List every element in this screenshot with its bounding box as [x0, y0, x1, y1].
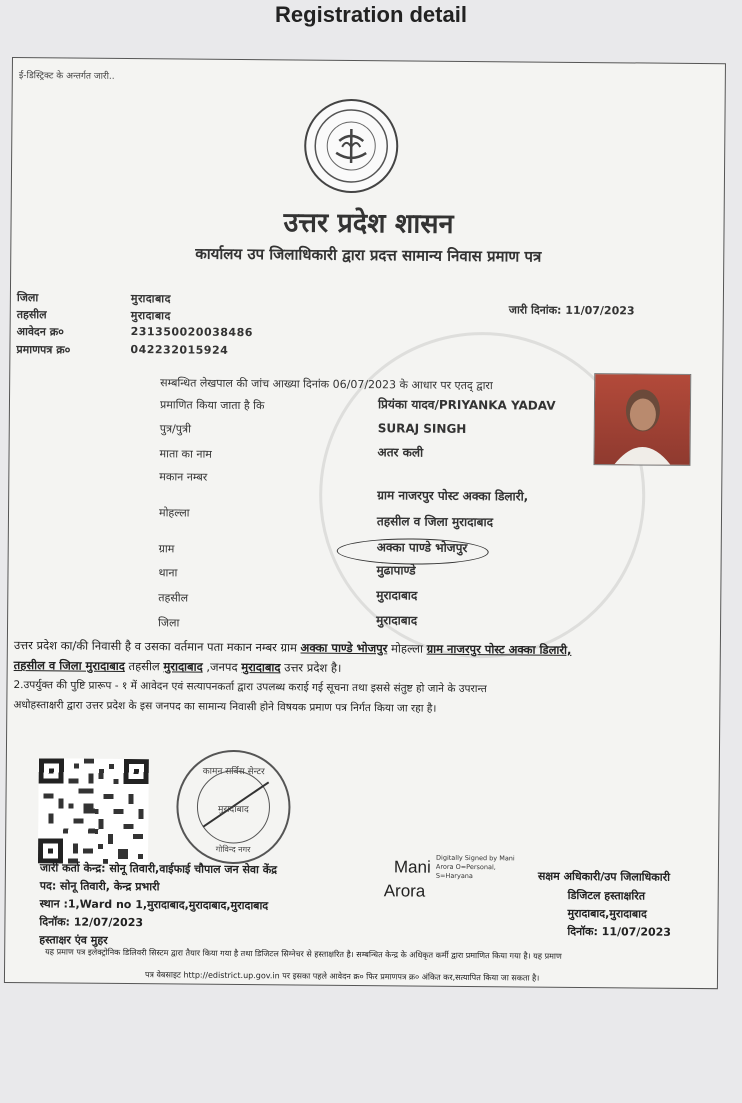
- fine-print-line-2: पत्र वेबसाइट http://edistrict.up.gov.in पर इसका पहले आवेदन क्र० फिर प्रमाणपत्र क्र० अंकित कर,सत्यापित किया जा सकता है।: [144, 970, 540, 983]
- reg-label-certificate: प्रमाणपत्र क्र०: [16, 343, 71, 357]
- page-heading: Registration detail: [275, 2, 467, 27]
- paragraph-line-2: [14, 656, 342, 678]
- digital-sign-note-2: Arora O=Personal,: [435, 862, 496, 872]
- detail-label-mother: माता का नाम: [159, 447, 212, 461]
- para-tehsil-district: तहसील व जिला मुरादाबाद: [13, 658, 125, 674]
- footer-post: पद: सोनू तिवारी, केन्द्र प्रभारी: [39, 879, 160, 894]
- para-village: अक्का पाण्डे भोजपुर: [300, 640, 388, 656]
- officer-title: सक्षम अधिकारी/उप जिलाधिकारी: [537, 869, 671, 884]
- cert-subtitle: कार्यालय उप जिलाधिकारी द्वारा प्रदत्त सामान्य निवास प्रमाण पत्र: [195, 244, 542, 266]
- para-text: ,जनपद: [206, 659, 238, 674]
- reg-label-tehsil: तहसील: [16, 308, 47, 322]
- detail-value-police-station: मुढापाण्डे: [376, 563, 416, 578]
- reg-label-application: आवेदन क्र०: [16, 325, 64, 339]
- detail-value-mohalla-line2: तहसील व जिला मुरादाबाद: [376, 514, 494, 530]
- applicant-photo: [593, 373, 691, 466]
- footer-place: स्थान :1,Ward no 1,मुरादाबाद,मुरादाबाद,मुरादाबाद: [39, 897, 269, 913]
- detail-label-certified: प्रमाणित किया जाता है कि: [159, 398, 265, 413]
- detail-label-district2: जिला: [158, 616, 180, 630]
- detail-value-district2: मुरादाबाद: [376, 613, 418, 628]
- detail-value-name: प्रियंका यादव/PRIYANKA YADAV: [377, 397, 556, 413]
- cert-title: उत्तर प्रदेश शासन: [283, 207, 454, 240]
- certificate: [4, 57, 726, 989]
- footer-date: दिनॉक: 12/07/2023: [39, 915, 144, 930]
- detail-label-police-station: थाना: [158, 566, 178, 580]
- detail-value-village: अक्का पाण्डे भोजपुर: [376, 540, 468, 555]
- csc-stamp: [176, 749, 291, 864]
- detail-label-parent: पुत्र/पुत्री: [159, 422, 192, 436]
- reg-value-application: 231350020038486: [130, 325, 253, 340]
- officer-place: मुरादाबाद,मुरादाबाद: [567, 906, 647, 921]
- top-note: ई-डिस्ट्रिक्ट के अन्तर्गत जारी..: [18, 71, 115, 82]
- para-text: उत्तर प्रदेश है।: [284, 660, 342, 675]
- digital-sign-name-2: Arora: [383, 881, 426, 901]
- detail-label-mohalla: मोहल्ला: [158, 506, 190, 520]
- detail-label-house: मकान नम्बर: [159, 470, 208, 484]
- paragraph-line-4: अधोहस्ताक्षरी द्वारा उत्तर प्रदेश के इस जनपद का सामान्य निवासी होने विषयक प्रमाण पत्र निर्गत किया जा रहा है।: [13, 699, 437, 715]
- detail-label-village: ग्राम: [158, 542, 175, 556]
- qr-code: [38, 758, 149, 864]
- digital-sign-note-1: Digitally Signed by Mani: [435, 853, 515, 863]
- detail-value-tehsil2: मुरादाबाद: [376, 588, 418, 603]
- reg-value-certificate: 042232015924: [130, 343, 229, 357]
- para-text: मोहल्ला: [390, 641, 424, 656]
- digital-sign-name-1: Mani: [393, 857, 431, 877]
- up-emblem-icon: [304, 99, 399, 194]
- para-mohalla: ग्राम नाजरपुर पोस्ट अक्का डिलारी,: [426, 641, 572, 657]
- stamp-bottom-text: गोविन्द नगर: [215, 844, 251, 855]
- detail-value-mother: अतर कली: [377, 445, 424, 460]
- paragraph-line-3: 2.उपर्युक्त की पुष्टि प्रारूप - १ में आवेदन एवं सत्यापनकर्ता द्वारा उपलब्ध कराई गई सूचना तथा इससे संतुष्ट हो जाने के उपरान्त: [13, 679, 487, 696]
- reg-label-district: जिला: [16, 291, 39, 305]
- officer-digital: डिजिटल हस्ताक्षरित: [567, 888, 646, 903]
- para-tehsil: मुरादाबाद: [163, 659, 203, 674]
- digital-sign-note-3: S=Haryana: [435, 871, 473, 881]
- reg-value-tehsil: मुरादाबाद: [130, 309, 171, 323]
- para-janpad: मुरादाबाद: [241, 660, 281, 675]
- stamp-top-text: कामन सर्विस सेन्टर: [202, 766, 265, 778]
- detail-label-tehsil2: तहसील: [158, 591, 189, 605]
- issue-date: जारी दिनांक: 11/07/2023: [508, 303, 635, 318]
- fine-print-line-1: यह प्रमाण पत्र इलेक्ट्रोनिक डिलिवरी सिस्टम द्वारा तैयार किया गया है तथा डिजिटल सिग्नेचर से हस्ताक्षरित है। सम्बन्धित केन्द्र के अधिकृत कर्मी द्वारा प्रमाणित किया गया है। यह प्रमाण: [45, 947, 562, 961]
- detail-value-mohalla: ग्राम नाजरपुर पोस्ट अक्का डिलारी,: [377, 488, 529, 504]
- footer-issuer: जारी कर्ता केन्द्र: सोनू तिवारी,वाईफाई चौपाल जन सेवा केंद्र: [39, 861, 278, 877]
- footer-sign-seal: हस्ताक्षर एंव मुहर: [39, 933, 108, 947]
- intro-line: सम्बन्धित लेखपाल की जांच आख्या दिनांक 06/07/2023 के आधार पर एतद् द्वारा: [160, 376, 493, 393]
- officer-date: दिनॉक: 11/07/2023: [567, 924, 672, 939]
- reg-value-district: मुरादाबाद: [130, 292, 172, 306]
- para-text: तहसील: [128, 659, 160, 674]
- detail-value-parent: SURAJ SINGH: [377, 421, 467, 436]
- stamp-center-text: मुरादाबाद: [218, 804, 249, 816]
- para-text: उत्तर प्रदेश का/की निवासी है व उसका वर्तमान पता मकान नम्बर ग्राम: [13, 638, 297, 655]
